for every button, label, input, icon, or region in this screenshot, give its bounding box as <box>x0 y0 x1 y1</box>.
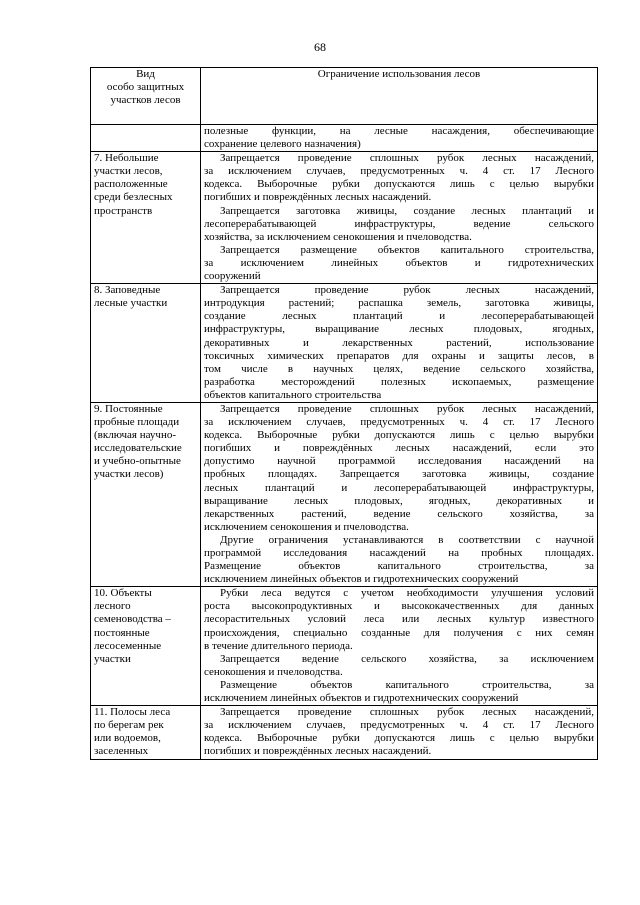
restriction-line: кодекса. Выборочные рубки допускаются лишь с целью вырубки <box>204 429 594 442</box>
restriction-line: Запрещается ведение сельского хозяйства, за исключением <box>220 652 594 665</box>
header-type-cell <box>91 68 201 125</box>
restriction-line: погибших и повреждённых лесных насаждений, если это <box>204 442 594 455</box>
restriction-line: программой исследования насаждений на пробных площадях. <box>204 547 594 559</box>
zone-type-cell <box>91 587 201 706</box>
restriction-line: лесных плантаций и лесоперерабатывающей инфраструктуры, <box>204 481 594 494</box>
restriction-paragraph <box>204 284 594 402</box>
zone-type-cell <box>91 152 201 284</box>
restriction-cell <box>201 587 598 706</box>
zone-type-line: лесного <box>94 600 131 613</box>
header-type-line: участков лесов <box>110 94 181 107</box>
restriction-line: Запрещается проведение рубок лесных насаждений, <box>220 284 594 297</box>
restriction-line: Запрещается проведение сплошных рубок лесных насаждений, <box>220 152 594 165</box>
table-row <box>91 402 598 586</box>
zone-type-line: участки лесов, <box>94 165 163 178</box>
restriction-paragraph <box>204 125 594 151</box>
zone-type-line: постоянные <box>94 626 150 639</box>
restriction-line: интродукция растений; распашка земель, заготовка живицы, <box>204 297 594 310</box>
zone-type-line: или водоемов, <box>94 732 161 745</box>
restriction-line: сохранение целевого назначения) <box>204 138 361 151</box>
restriction-cell <box>201 402 598 586</box>
table-body <box>91 125 598 760</box>
zone-type-line: лесосеменные <box>94 639 162 652</box>
zone-type-line: 8. Заповедные <box>94 284 161 297</box>
table-header-row <box>91 68 598 125</box>
restriction-line: декоративных и лекарственных растений, использование <box>204 336 594 349</box>
table-row <box>91 152 598 284</box>
header-type-line: особо защитных <box>106 81 185 94</box>
zone-type-line: 9. Постоянные <box>94 402 163 415</box>
restriction-line: за исключением случаев, предусмотренных ч. 4 ст. 17 Лесного <box>204 719 594 732</box>
restriction-paragraph <box>204 679 594 705</box>
zone-type-line: семеноводства – <box>94 613 171 626</box>
restriction-line: исключением линейных объектов и гидротехнических сооружений <box>204 573 519 586</box>
zone-type-line: лесные участки <box>94 297 168 310</box>
restriction-line: за исключением случаев, предусмотренных ч. 4 ст. 17 Лесного <box>204 416 594 429</box>
restriction-line: кодекса. Выборочные рубки допускаются лишь с целью вырубки <box>204 732 594 745</box>
restriction-line: допустимо научной программой исследования насаждений на <box>204 455 594 468</box>
zone-type-line: по берегам рек <box>94 719 164 732</box>
restriction-line: Размещение объектов капитального строительства, за <box>220 678 594 691</box>
zone-type-line: 7. Небольшие <box>94 152 159 165</box>
table-row <box>91 125 598 152</box>
restriction-line: Рубки леса ведутся с учетом необходимости улучшения условий <box>220 587 594 600</box>
restriction-cell <box>201 152 598 284</box>
restriction-line: выращивание лесных плодовых, ягодных, декоративных и <box>204 494 594 507</box>
table-row <box>91 587 598 706</box>
restriction-cell <box>201 125 598 152</box>
zone-type-line: и учебно-опытные <box>94 455 181 468</box>
restriction-line: лесорастительных условий леса или лесных культур известного <box>204 613 594 626</box>
restriction-line: происхождения, специально созданные для получения с них семян <box>204 626 594 639</box>
zone-type-line: участки <box>94 652 131 665</box>
zone-type-cell <box>91 284 201 403</box>
restriction-line: Размещение объектов капитального строительства, за <box>204 560 594 573</box>
restriction-line: погибших и повреждённых лесных насаждений. <box>204 191 432 204</box>
restriction-line: Запрещается проведение сплошных рубок лесных насаждений, <box>220 402 594 415</box>
zone-type-cell <box>91 706 201 759</box>
restriction-line: за исключением случаев, предусмотренных ч. 4 ст. 17 Лесного <box>204 165 594 178</box>
restriction-line: кодекса. Выборочные рубки допускаются лишь с целью вырубки <box>204 178 594 191</box>
restriction-paragraph <box>204 534 594 586</box>
zone-type-line: 11. Полосы леса <box>94 706 171 719</box>
zone-type-line: 10. Объекты <box>94 587 152 600</box>
restriction-line: пробных площадях. Запрещается заготовка живицы, создание <box>204 468 594 481</box>
restriction-paragraph <box>204 587 594 652</box>
restriction-line: Другие ограничения устанавливаются в соответствии с научной <box>220 533 594 546</box>
restriction-line: лесоперерабатывающей инфраструктуры, ведение сельского <box>204 217 594 230</box>
restriction-paragraph <box>204 244 594 283</box>
restriction-line: сооружений <box>204 270 261 283</box>
restriction-line: инфраструктуры, выращивание лесных плодовых, ягодных, <box>204 323 594 336</box>
restriction-line: роста высокопродуктивных и высококачественных для данных <box>204 600 594 613</box>
restriction-line: исключением сенокошения и пчеловодства. <box>204 520 409 533</box>
restriction-line: сенокошения и пчеловодства. <box>204 665 343 678</box>
restriction-line: полезные функции, на лесные насаждения, обеспечивающие <box>204 125 594 137</box>
restriction-line: за исключением линейных объектов и гидротехнических <box>204 256 594 269</box>
restriction-cell <box>201 284 598 403</box>
restriction-line: Запрещается проведение сплошных рубок лесных насаждений, <box>220 706 594 719</box>
zone-type-line: пространств <box>94 204 153 217</box>
zone-type-cell <box>91 125 201 152</box>
restriction-line: погибших и повреждённых лесных насаждений. <box>204 745 432 758</box>
restriction-paragraph <box>204 205 594 244</box>
restriction-line: Запрещается размещение объектов капитального строительства, <box>220 243 594 256</box>
table-row <box>91 284 598 403</box>
restriction-paragraph <box>204 653 594 679</box>
restriction-line: хозяйства, за исключением сенокошения и пчеловодства. <box>204 230 472 243</box>
zone-type-cell <box>91 402 201 586</box>
restriction-line: токсичных химических препаратов для охраны и защиты лесов, в <box>204 349 594 362</box>
header-restriction-label: Ограничение использования лесов <box>317 68 481 80</box>
restriction-line: в течение длительного периода. <box>204 639 353 652</box>
zone-type-line: расположенные <box>94 178 168 191</box>
zone-type-line: заселенных <box>94 745 149 758</box>
zone-type-line: пробные площади <box>94 416 180 429</box>
header-restriction-cell <box>201 68 598 125</box>
restriction-line: создание лесных плантаций и лесоперерабатывающей <box>204 310 594 323</box>
restrictions-table <box>90 67 598 760</box>
restriction-line: том числе в научных целях, ведение сельского хозяйства, <box>204 362 594 375</box>
restriction-line: исключением линейных объектов и гидротехнических сооружений <box>204 692 519 705</box>
restriction-cell <box>201 706 598 759</box>
zone-type-line: участки лесов) <box>94 468 164 481</box>
restriction-paragraph <box>204 152 594 204</box>
header-type-line: Вид <box>136 68 155 80</box>
zone-type-line: исследовательские <box>94 442 182 455</box>
table-row <box>91 706 598 759</box>
page-number: 68 <box>314 40 326 54</box>
zone-type-line: (включая научно- <box>94 429 177 442</box>
restriction-line: объектов капитального строительства <box>204 388 382 401</box>
restriction-line: разработка месторождений полезных ископаемых, размещение <box>204 375 594 388</box>
restriction-line: Запрещается заготовка живицы, создание лесных плантаций и <box>220 204 594 217</box>
restriction-paragraph <box>204 403 594 534</box>
zone-type-line: среди безлесных <box>94 191 173 204</box>
restriction-line: лекарственных растений, ведение сельского хозяйства, за <box>204 507 594 520</box>
restriction-paragraph <box>204 706 594 758</box>
